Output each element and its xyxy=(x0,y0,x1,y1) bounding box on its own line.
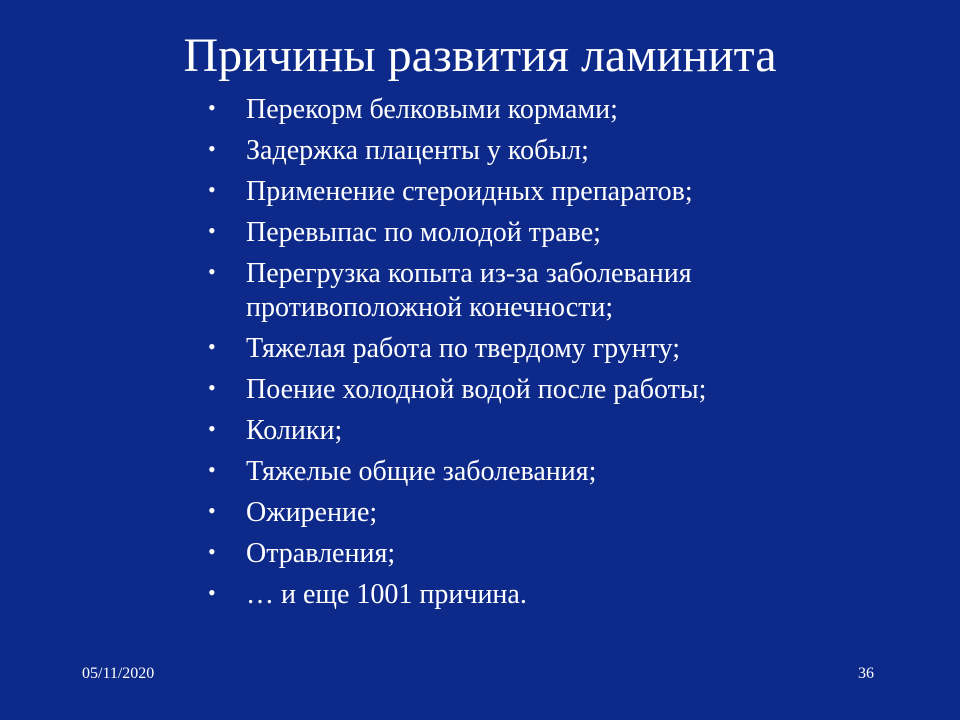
causes-list xyxy=(208,93,928,619)
list-item xyxy=(208,373,928,407)
list-item xyxy=(208,578,928,612)
bullet-icon: • xyxy=(208,95,216,120)
footer-date: 05/11/2020 xyxy=(82,665,155,682)
bullet-icon: • xyxy=(208,177,216,202)
list-item-text: Отравления; xyxy=(246,538,396,569)
bullet-icon: • xyxy=(208,136,216,161)
list-item-text: … и еще 1001 причина. xyxy=(246,579,527,610)
bullet-icon: • xyxy=(208,539,216,564)
list-item xyxy=(208,175,928,209)
list-item xyxy=(208,93,928,127)
list-item-text: Тяжелая работа по твердому грунту; xyxy=(246,333,681,364)
list-item xyxy=(208,496,928,530)
list-item-text: Тяжелые общие заболевания; xyxy=(246,456,597,487)
list-item xyxy=(208,134,928,168)
slide-title: Причины развития ламинита xyxy=(183,29,777,82)
list-item-text: Перегрузка копыта из-за заболевания противоположной конечности; xyxy=(246,258,692,323)
list-item xyxy=(208,537,928,571)
list-item-text: Ожирение; xyxy=(246,497,378,528)
list-item xyxy=(208,414,928,448)
bullet-icon: • xyxy=(208,416,216,441)
bullet-icon: • xyxy=(208,259,216,284)
bullet-icon: • xyxy=(208,457,216,482)
list-item-text: Перекорм белковыми кормами; xyxy=(246,94,618,125)
list-item-text: Применение стероидных препаратов; xyxy=(246,176,693,207)
list-item-text: Перевыпас по молодой траве; xyxy=(246,217,601,248)
list-item xyxy=(208,257,928,325)
bullet-icon: • xyxy=(208,334,216,359)
list-item-text: Задержка плаценты у кобыл; xyxy=(246,135,589,166)
bullet-icon: • xyxy=(208,498,216,523)
bullet-icon: • xyxy=(208,580,216,605)
list-item-text: Поение холодной водой после работы; xyxy=(246,374,707,405)
list-item-text: Колики; xyxy=(246,415,343,446)
list-item xyxy=(208,332,928,366)
list-item xyxy=(208,216,928,250)
list-item xyxy=(208,455,928,489)
bullet-icon: • xyxy=(208,375,216,400)
bullet-icon: • xyxy=(208,218,216,243)
page-number: 36 xyxy=(858,665,874,682)
